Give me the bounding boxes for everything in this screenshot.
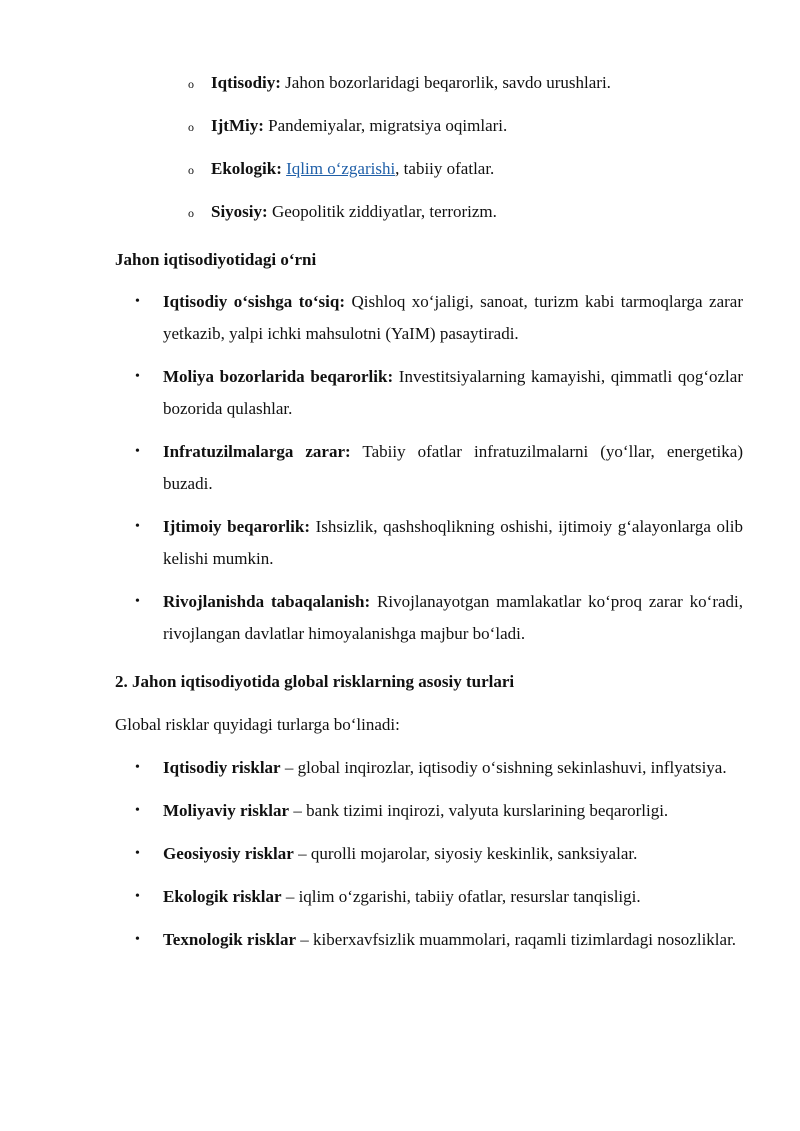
item-text: – kiberxavfsizlik muammolari, raqamli tizimlardagi nosozliklar. <box>296 930 737 949</box>
item-text: Qishloq xo‘jaligi, sanoat, turizm kabi tarmoqlarga zarar yetkazib, yalpi ichki mahsulotni (YaIM) pasaytiradi. <box>163 292 744 343</box>
item-text: Ishsizlik, qashshoqlikning oshishi, ijtimoiy g‘alayonlarga olib kelishi mumkin. <box>163 517 743 568</box>
sub-item-text: Geopolitik ziddiyatlar, terrorizm. <box>271 202 497 221</box>
sub-item-iqtisodiy <box>188 73 748 116</box>
item-label: Ekologik risklar <box>163 887 282 906</box>
bullet: • <box>135 932 140 947</box>
item-label: Geosiyosiy risklar <box>163 844 294 863</box>
list-item <box>135 881 743 913</box>
bullet: • <box>135 760 140 775</box>
item-label: Ijtimoiy beqarorlik: <box>163 517 310 536</box>
item-label: Rivojlanishda tabaqalanish: <box>163 592 371 611</box>
bullet: • <box>135 594 140 609</box>
bullet: • <box>135 889 140 904</box>
list-item <box>135 286 743 350</box>
bullet: • <box>135 519 140 534</box>
circle-bullet: o <box>188 120 194 134</box>
sub-item-label: Ekologik: <box>211 159 282 178</box>
section-heading-risk-types: 2. Jahon iqtisodiyotida global risklarning asosiy turlari <box>115 672 515 691</box>
sub-item-text: Pandemiyalar, migratsiya oqimlari. <box>268 116 508 135</box>
list-item <box>135 511 743 575</box>
bullet: • <box>135 846 140 861</box>
section-heading-role: Jahon iqtisodiyotidagi o‘rni <box>115 250 317 269</box>
sub-item-ekologik <box>188 159 748 202</box>
iqlim-link[interactable]: Iqlim o‘zgarishi <box>286 159 396 178</box>
item-text: Tabiiy ofatlar infratuzilmalarni (yo‘llar, energetika) buzadi. <box>163 442 743 493</box>
role-list <box>135 286 743 661</box>
sub-item-label: Siyosiy: <box>211 202 268 221</box>
item-label: Texnologik risklar <box>163 930 297 949</box>
list-item <box>135 586 743 650</box>
item-label: Moliya bozorlarida beqarorlik: <box>163 367 394 386</box>
item-label: Infratuzilmalarga zarar: <box>163 442 351 461</box>
sub-item-ijtimoiy <box>188 116 748 159</box>
item-text: – global inqirozlar, iqtisodiy o‘sishning sekinlashuvi, inflyatsiya. <box>280 758 727 777</box>
list-item <box>135 924 743 956</box>
item-label: Moliyaviy risklar <box>163 801 290 820</box>
item-text: – qurolli mojarolar, siyosiy keskinlik, sanksiyalar. <box>293 844 638 863</box>
item-text: Investitsiyalarning kamayishi, qimmatli qog‘ozlar bozorida qulashlar. <box>163 367 743 418</box>
item-text: – bank tizimi inqirozi, valyuta kurslarining beqarorligi. <box>289 801 669 820</box>
circle-bullet: o <box>188 206 194 220</box>
item-text: – iqlim o‘zgarishi, tabiiy ofatlar, resurslar tanqisligi. <box>281 887 641 906</box>
risk-list <box>135 752 743 967</box>
circle-bullet: o <box>188 77 194 91</box>
sub-item-siyosiy <box>188 202 748 245</box>
sub-list <box>188 73 748 245</box>
bullet: • <box>135 444 140 459</box>
list-item <box>135 795 743 827</box>
item-label: Iqtisodiy risklar <box>163 758 281 777</box>
sub-item-text: Jahon bozorlaridagi beqarorlik, savdo urushlari. <box>285 73 611 92</box>
list-item <box>135 436 743 500</box>
intro-paragraph: Global risklar quyidagi turlarga bo‘linadi: <box>115 715 400 734</box>
bullet: • <box>135 803 140 818</box>
list-item <box>135 752 743 784</box>
list-item <box>135 838 743 870</box>
sub-item-label: Iqtisodiy: <box>211 73 281 92</box>
list-item <box>135 361 743 425</box>
circle-bullet: o <box>188 163 194 177</box>
sub-item-text: , tabiiy ofatlar. <box>395 159 495 178</box>
item-text: Rivojlanayotgan mamlakatlar ko‘proq zarar ko‘radi, rivojlangan davlatlar himoyalanishga majbur bo‘ladi. <box>163 592 743 643</box>
bullet: • <box>135 369 140 384</box>
item-label: Iqtisodiy o‘sishga to‘siq: <box>163 292 346 311</box>
sub-item-label: IjtMiy: <box>211 116 264 135</box>
bullet: • <box>135 294 140 309</box>
